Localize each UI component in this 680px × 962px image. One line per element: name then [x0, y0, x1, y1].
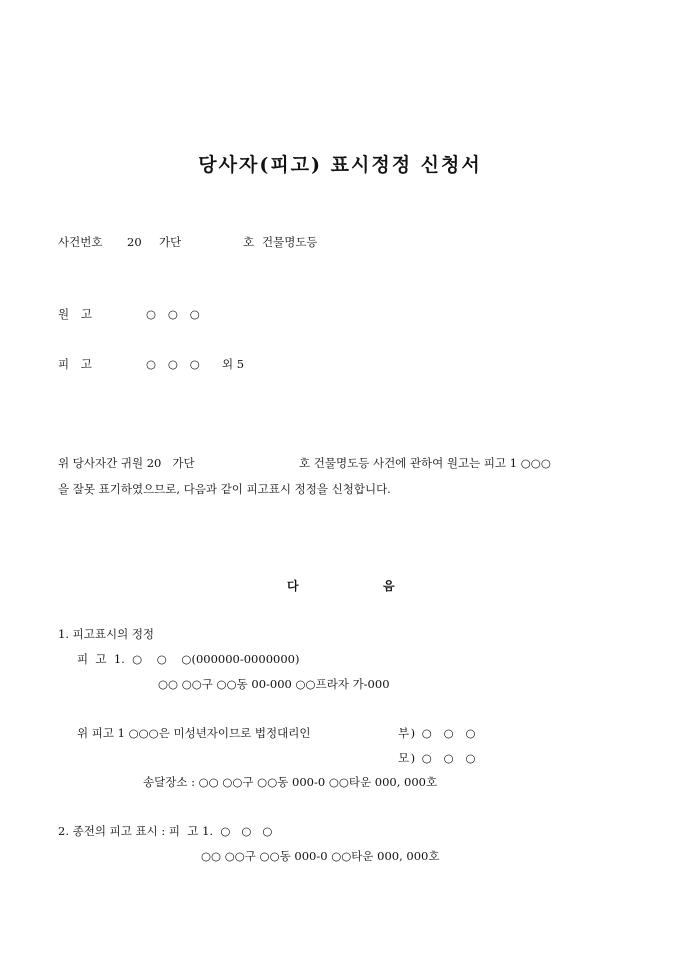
case-name: 건물명도등: [262, 235, 318, 249]
section1-service-address: 송달장소 : ○○ ○○구 ○○동 000-0 ○○타운 000, 000호: [143, 775, 438, 789]
plaintiff-name: ○ ○ ○: [146, 307, 202, 321]
defendant-label: 피 고: [58, 357, 94, 371]
section2-title: 2. 종전의 피고 표시 : 피 고 1. ○ ○ ○: [58, 824, 273, 838]
heading-left: 다: [287, 579, 299, 593]
case-division: 가단: [159, 235, 182, 249]
section1-title: 1. 피고표시의 정정: [58, 627, 155, 641]
heading-right: 음: [383, 579, 395, 593]
section1-father: 부) ○ ○ ○: [398, 726, 477, 740]
section2-address: ○○ ○○구 ○○동 000-0 ○○타운 000, 000호: [201, 849, 440, 863]
case-year: 20: [127, 235, 142, 249]
document-title: 당사자(피고) 표시정정 신청서: [198, 154, 482, 176]
defendant-name: ○ ○ ○: [146, 357, 202, 371]
body-line-1b: 호 건물명도등 사건에 관하여 원고는 피고 1 ○○○: [299, 456, 551, 470]
body-line-2: 을 잘못 표기하였으므로, 다음과 같이 피고표시 정정을 신청합니다.: [58, 482, 391, 496]
section1-mother: 모) ○ ○ ○: [398, 751, 477, 765]
section1-minor-line: 위 피고 1 ○○○은 미성년자이므로 법정대리인: [77, 726, 311, 740]
body-line-1a: 위 당사자간 귀원 20 가단: [58, 456, 195, 470]
case-number-suffix: 호: [243, 235, 255, 249]
plaintiff-label: 원 고: [58, 307, 94, 321]
section1-defendant-line: 피 고 1. ○ ○ ○(000000-0000000): [77, 652, 300, 666]
defendant-extra: 외 5: [222, 357, 245, 371]
case-number-label: 사건번호: [58, 235, 103, 249]
section1-address: ○○ ○○구 ○○동 00-000 ○○프라자 가-000: [158, 677, 390, 691]
